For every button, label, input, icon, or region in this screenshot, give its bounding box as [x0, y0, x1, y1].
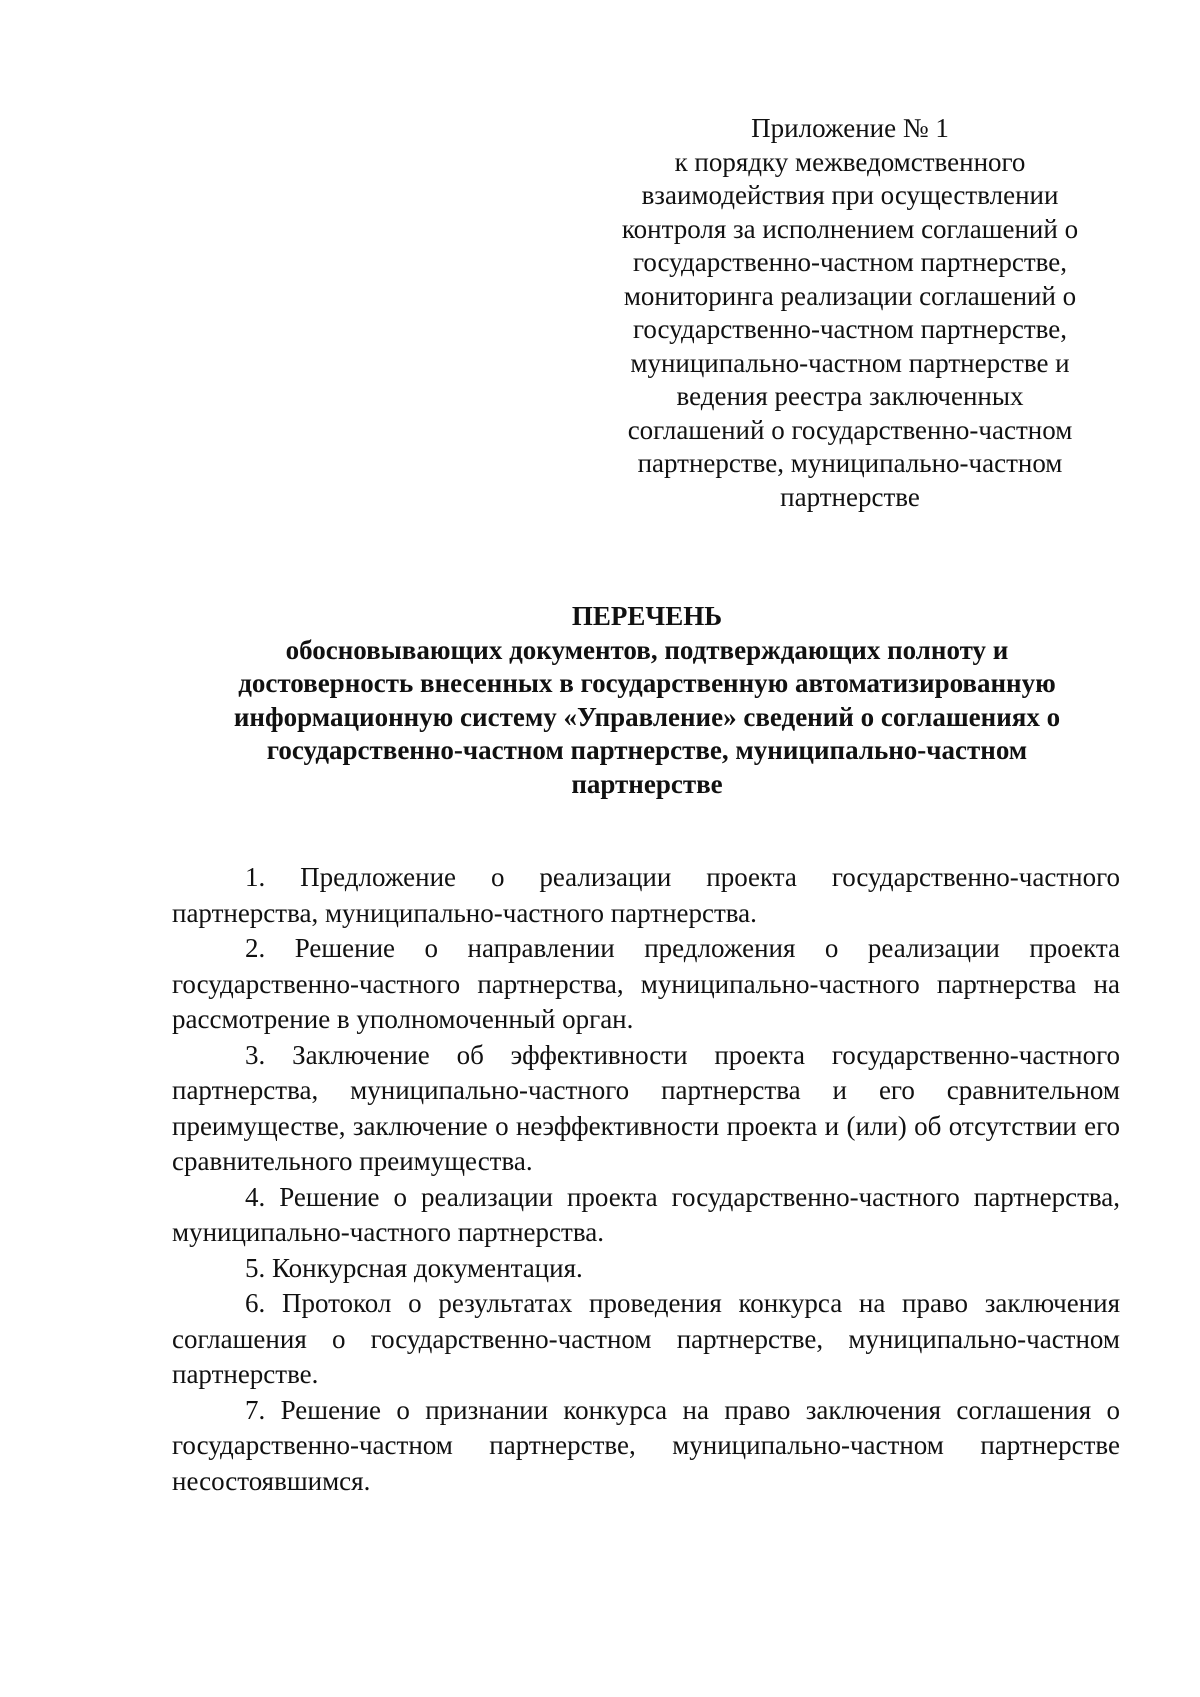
- document-subtitle-line: государственно-частном партнерстве, муниципально-частном: [266, 735, 1028, 765]
- annex-line: партнерстве, муниципально-частном: [637, 448, 1063, 478]
- annex-line: контроля за исполнением соглашений о: [621, 213, 1079, 244]
- document-subtitle-line: достоверность внесенных в государственную автоматизированную: [238, 668, 1056, 698]
- annex-line: ведения реестра заключенных: [676, 381, 1024, 411]
- annex-line: партнерстве: [780, 481, 920, 512]
- document-subtitle-line: партнерстве: [571, 768, 723, 799]
- annex-line: Приложение № 1: [751, 113, 949, 143]
- list-item: 3. Заключение об эффективности проекта государственно-частного партнерства, муниципально-частного партнерства и его сравнительном преимуществе, заключение о неэффективности проекта и (или) об отсутствии его сравнительного преимущества.: [172, 1039, 1120, 1176]
- list-item: 7. Решение о признании конкурса на право заключения соглашения о государственно-частном партнерстве, муниципально-частном партнерстве несостоявшимся.: [172, 1394, 1120, 1496]
- annex-line: к порядку межведомственного: [674, 146, 1026, 177]
- annex-line: взаимодействия при осуществлении: [641, 180, 1059, 210]
- annex-line: мониторинга реализации соглашений о: [623, 280, 1077, 311]
- document-list: [172, 860, 1120, 1499]
- annex-block: [590, 112, 1110, 514]
- document-subtitle-line: обосновывающих документов, подтверждающих полноту и: [285, 634, 1009, 665]
- list-item: 2. Решение о направлении предложения о реализации проекта государственно-частного партнерства, муниципально-частного партнерства на рассмотрение в уполномоченный орган.: [172, 933, 1120, 1034]
- annex-line: соглашений о государственно-частном: [627, 414, 1073, 445]
- annex-line: государственно-частном партнерстве,: [632, 247, 1067, 277]
- list-item: 6. Протокол о результатах проведения конкурса на право заключения соглашения о государственно-частном партнерстве, муниципально-частном партнерстве.: [172, 1288, 1120, 1389]
- annex-line: государственно-частном партнерстве,: [632, 314, 1067, 344]
- list-item: 4. Решение о реализации проекта государственно-частного партнерства, муниципально-частного партнерства.: [172, 1181, 1120, 1247]
- list-item: 5. Конкурсная документация.: [245, 1252, 583, 1283]
- document-title: ПЕРЕЧЕНЬ: [571, 601, 723, 631]
- annex-line: муниципально-частном партнерстве и: [630, 347, 1070, 378]
- list-item: 1. Предложение о реализации проекта государственно-частного партнерства, муниципально-частного партнерства.: [172, 862, 1120, 928]
- document-subtitle-line: информационную систему «Управление» сведений о соглашениях о: [233, 701, 1061, 732]
- document-heading: [172, 600, 1122, 801]
